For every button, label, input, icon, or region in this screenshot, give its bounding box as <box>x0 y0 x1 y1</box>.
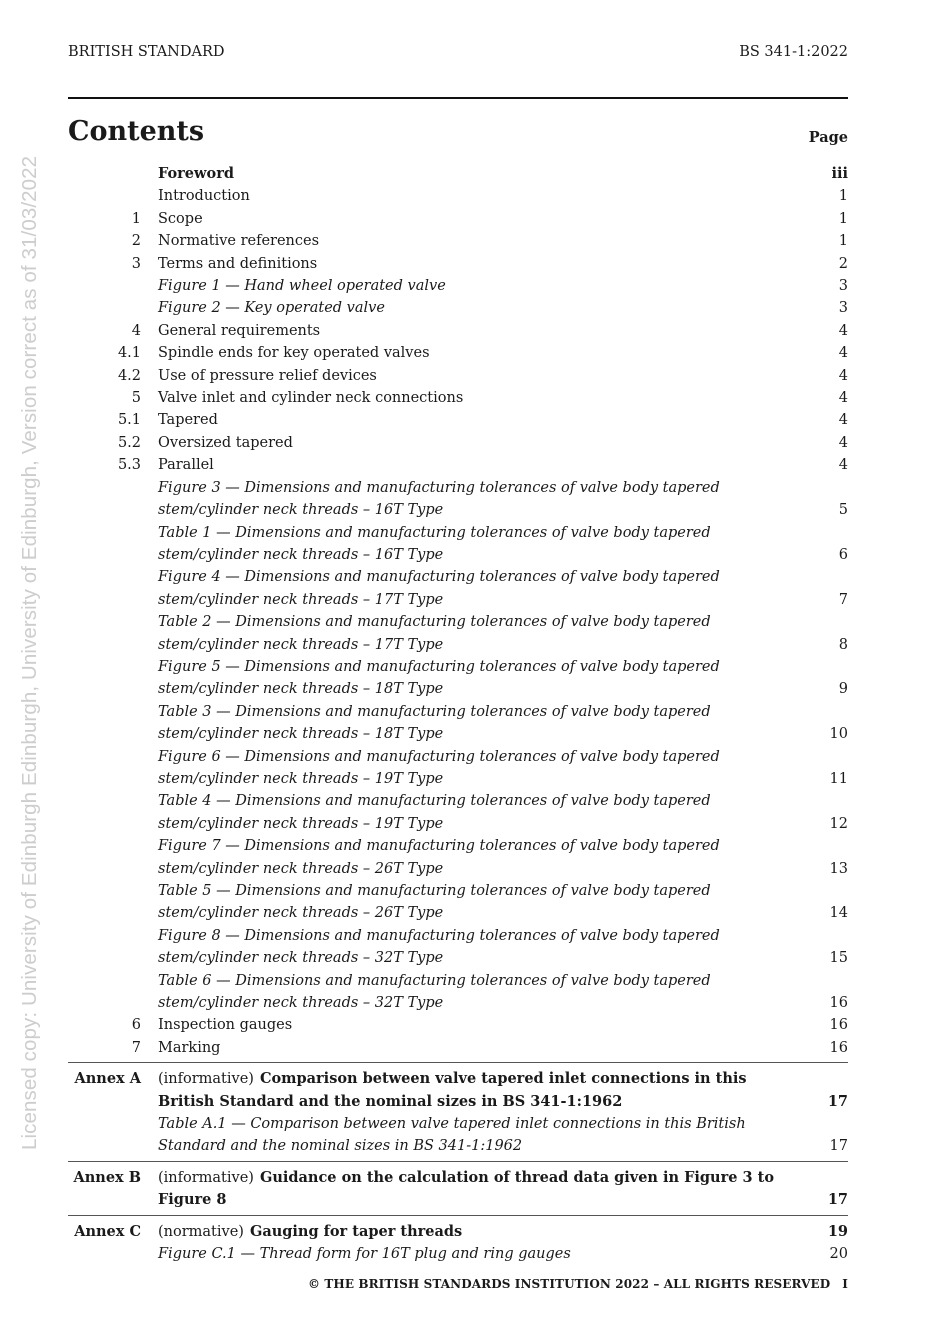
toc-entry-page: 17 <box>827 1092 848 1110</box>
toc-entry-number: Annex B <box>73 1168 141 1186</box>
toc-entry-title: Parallel <box>158 457 214 474</box>
toc-entry[interactable] <box>68 880 848 925</box>
footer-copyright-text: © THE BRITISH STANDARDS INSTITUTION 2022 – ALL RIGHTS RESERVED <box>307 1277 831 1291</box>
toc-annex-type: (normative) <box>158 1223 244 1240</box>
toc-entry[interactable] <box>68 701 848 746</box>
toc-entry[interactable] <box>68 185 848 207</box>
page-column-heading: Page <box>808 129 848 146</box>
toc-entry-page: 15 <box>829 950 848 967</box>
header-rule <box>68 97 848 99</box>
toc-entry-number: 7 <box>131 1039 141 1056</box>
toc-entry-page: 17 <box>827 1191 848 1209</box>
toc-entry-page: 7 <box>838 591 848 608</box>
toc-entry-page: 13 <box>829 860 848 877</box>
toc-entry[interactable] <box>68 409 848 431</box>
toc-entry-page: 2 <box>838 255 848 272</box>
header-standard-label: BRITISH STANDARD <box>68 44 225 60</box>
toc-entry-page: 1 <box>838 188 848 205</box>
toc-entry-page: 4 <box>838 412 848 429</box>
toc-annex-entry[interactable] <box>68 1161 848 1212</box>
toc-entry-title: Table 2 — Dimensions and manufacturing tolerances of valve body tapered stem/cylinder neck threads – 17T Type <box>158 614 711 653</box>
toc-entry[interactable] <box>68 208 848 230</box>
toc-entry-title: Figure 7 — Dimensions and manufacturing tolerances of valve body tapered stem/cylinder neck threads – 26T Type <box>158 838 720 877</box>
footer-page-number: I <box>842 1277 848 1291</box>
toc-entry-number: 3 <box>131 255 141 272</box>
toc-entry-title: Use of pressure relief devices <box>158 367 377 384</box>
toc-entry-title: Introduction <box>158 188 250 205</box>
toc-entry-page: 4 <box>838 457 848 474</box>
toc-entry-title: Figure 5 — Dimensions and manufacturing tolerances of valve body tapered stem/cylinder neck threads – 18T Type <box>158 658 720 698</box>
toc-entry-page: 1 <box>838 233 848 250</box>
toc-entry-page: 10 <box>829 726 848 743</box>
toc-entry[interactable] <box>68 611 848 656</box>
toc-entry-title: Guidance on the calculation of thread data given in Figure 3 to Figure 8 <box>158 1168 775 1209</box>
toc-annex-entry[interactable] <box>68 1062 848 1113</box>
toc-entry[interactable] <box>68 1014 848 1036</box>
toc-entry-title: Oversized tapered <box>158 434 293 451</box>
toc-entry-title: Figure 3 — Dimensions and manufacturing tolerances of valve body tapered stem/cylinder neck threads – 16T Type <box>158 479 720 519</box>
toc-entry[interactable] <box>68 1243 848 1265</box>
toc-entry[interactable] <box>68 1037 848 1059</box>
toc-entry-page: 4 <box>838 434 848 451</box>
header-standard-number: BS 341-1:2022 <box>739 44 848 60</box>
toc-entry-page: 5 <box>838 502 848 519</box>
toc-entry-page: 19 <box>827 1222 848 1240</box>
toc-entry-title: Figure C.1 — Thread form for 16T plug and ring gauges <box>158 1246 571 1263</box>
toc-entry-title: Terms and definitions <box>158 255 318 272</box>
toc-entry-title: Gauging for taper threads <box>249 1222 463 1240</box>
toc-entry-title: Spindle ends for key operated valves <box>158 345 430 362</box>
toc-entry-title: Figure 2 — Key operated valve <box>158 300 385 317</box>
toc-entry-page: 6 <box>838 546 848 563</box>
toc-entry-page: 14 <box>829 905 848 922</box>
toc-entry-title: Table 5 — Dimensions and manufacturing tolerances of valve body tapered stem/cylinder neck threads – 26T Type <box>158 883 711 922</box>
toc-entry-title: Table A.1 — Comparison between valve tapered inlet connections in this British Standard and the nominal sizes in BS 341-1:1962 <box>158 1116 746 1155</box>
toc-entry-title: Figure 1 — Hand wheel operated valve <box>158 278 446 295</box>
toc-entry[interactable] <box>68 320 848 342</box>
toc-entry-title: Tapered <box>158 412 218 429</box>
toc-entry-page: 16 <box>829 1017 848 1034</box>
toc-entry[interactable] <box>68 522 848 567</box>
toc-entry-page: 20 <box>829 1246 848 1263</box>
toc-entry-number: 6 <box>131 1017 141 1034</box>
toc-entry-title: Table 6 — Dimensions and manufacturing tolerances of valve body tapered stem/cylinder neck threads – 32T Type <box>158 972 711 1012</box>
toc-entry-title: Table 4 — Dimensions and manufacturing tolerances of valve body tapered stem/cylinder neck threads – 19T Type <box>158 793 711 832</box>
toc-entry-page: 8 <box>838 636 848 653</box>
toc-entry-title: Inspection gauges <box>158 1017 293 1034</box>
toc-entry-page: 4 <box>838 345 848 362</box>
toc-entry-title: Figure 6 — Dimensions and manufacturing tolerances of valve body tapered stem/cylinder neck threads – 19T Type <box>158 748 720 787</box>
toc-annex-type: (informative) <box>158 1071 254 1088</box>
toc-entry-page: 12 <box>829 815 848 832</box>
toc-entry-title: Normative references <box>158 233 320 250</box>
toc-entry[interactable] <box>68 970 848 1015</box>
toc-entry[interactable] <box>68 835 848 880</box>
toc-entry[interactable] <box>68 297 848 319</box>
toc-entry[interactable] <box>68 566 848 611</box>
table-of-contents <box>68 163 848 1266</box>
toc-entry[interactable] <box>68 387 848 409</box>
toc-entry[interactable] <box>68 275 848 297</box>
toc-entry-number: 4.1 <box>117 345 141 362</box>
toc-entry[interactable] <box>68 253 848 275</box>
toc-entry-number: 5 <box>131 390 141 407</box>
toc-entry-title: Scope <box>158 210 203 227</box>
toc-entry-title: Valve inlet and cylinder neck connections <box>158 390 464 407</box>
toc-entry-title: Figure 8 — Dimensions and manufacturing tolerances of valve body tapered stem/cylinder neck threads – 32T Type <box>158 927 720 967</box>
toc-entry[interactable] <box>68 163 848 185</box>
toc-entry-number: Annex C <box>74 1222 141 1240</box>
toc-entry-page: 11 <box>829 770 848 787</box>
toc-entry[interactable] <box>68 746 848 791</box>
toc-entry-page: 16 <box>829 1039 848 1056</box>
toc-entry-page: 17 <box>829 1138 848 1155</box>
toc-entry-title: Marking <box>158 1039 221 1056</box>
toc-entry-number: 5.1 <box>117 412 141 429</box>
toc-entry-number: 1 <box>131 210 141 227</box>
toc-entry-page: 4 <box>838 367 848 384</box>
toc-entry-number: 5.2 <box>117 434 141 451</box>
toc-entry-page: 3 <box>838 300 848 317</box>
toc-entry-number: 4 <box>131 322 141 339</box>
toc-entry-title: Table 1 — Dimensions and manufacturing tolerances of valve body tapered stem/cylinder neck threads – 16T Type <box>158 524 711 563</box>
toc-entry-page: 9 <box>838 681 848 698</box>
toc-entry[interactable] <box>68 432 848 454</box>
toc-entry-page: 4 <box>838 322 848 339</box>
toc-entry-title: Comparison between valve tapered inlet connections in this British Standard and the nominal sizes in BS 341-1:1962 <box>158 1070 747 1110</box>
toc-entry-page: iii <box>831 165 848 182</box>
toc-entry-number: 2 <box>131 233 141 250</box>
toc-entry-number: 5.3 <box>117 457 141 474</box>
toc-entry[interactable] <box>68 454 848 476</box>
footer-copyright <box>308 1277 848 1291</box>
toc-entry[interactable] <box>68 230 848 252</box>
toc-entry-title: Figure 4 — Dimensions and manufacturing tolerances of valve body tapered stem/cylinder neck threads – 17T Type <box>158 569 720 608</box>
toc-entry[interactable] <box>68 1113 848 1158</box>
toc-entry-title: General requirements <box>158 322 321 339</box>
toc-entry[interactable] <box>68 365 848 387</box>
toc-entry[interactable] <box>68 477 848 522</box>
page-title: Contents <box>68 116 205 147</box>
toc-entry[interactable] <box>68 342 848 364</box>
licensed-copy-watermark: Licensed copy: University of Edinburgh Edinburgh, University of Edinburgh, Version correct as of 31/03/2022 <box>18 155 41 1150</box>
toc-entry-page: 1 <box>838 210 848 227</box>
toc-entry-page: 3 <box>838 278 848 295</box>
toc-annex-type: (informative) <box>158 1169 254 1186</box>
toc-entry[interactable] <box>68 656 848 701</box>
toc-entry-number: 4.2 <box>117 367 141 384</box>
toc-entry-title: Foreword <box>158 165 234 182</box>
toc-entry[interactable] <box>68 925 848 970</box>
toc-entry-title: Table 3 — Dimensions and manufacturing tolerances of valve body tapered stem/cylinder neck threads – 18T Type <box>158 703 711 743</box>
toc-entry-page: 16 <box>829 995 848 1012</box>
toc-entry-page: 4 <box>838 390 848 407</box>
toc-entry-number: Annex A <box>74 1070 141 1088</box>
toc-entry[interactable] <box>68 790 848 835</box>
toc-annex-entry[interactable] <box>68 1215 848 1243</box>
